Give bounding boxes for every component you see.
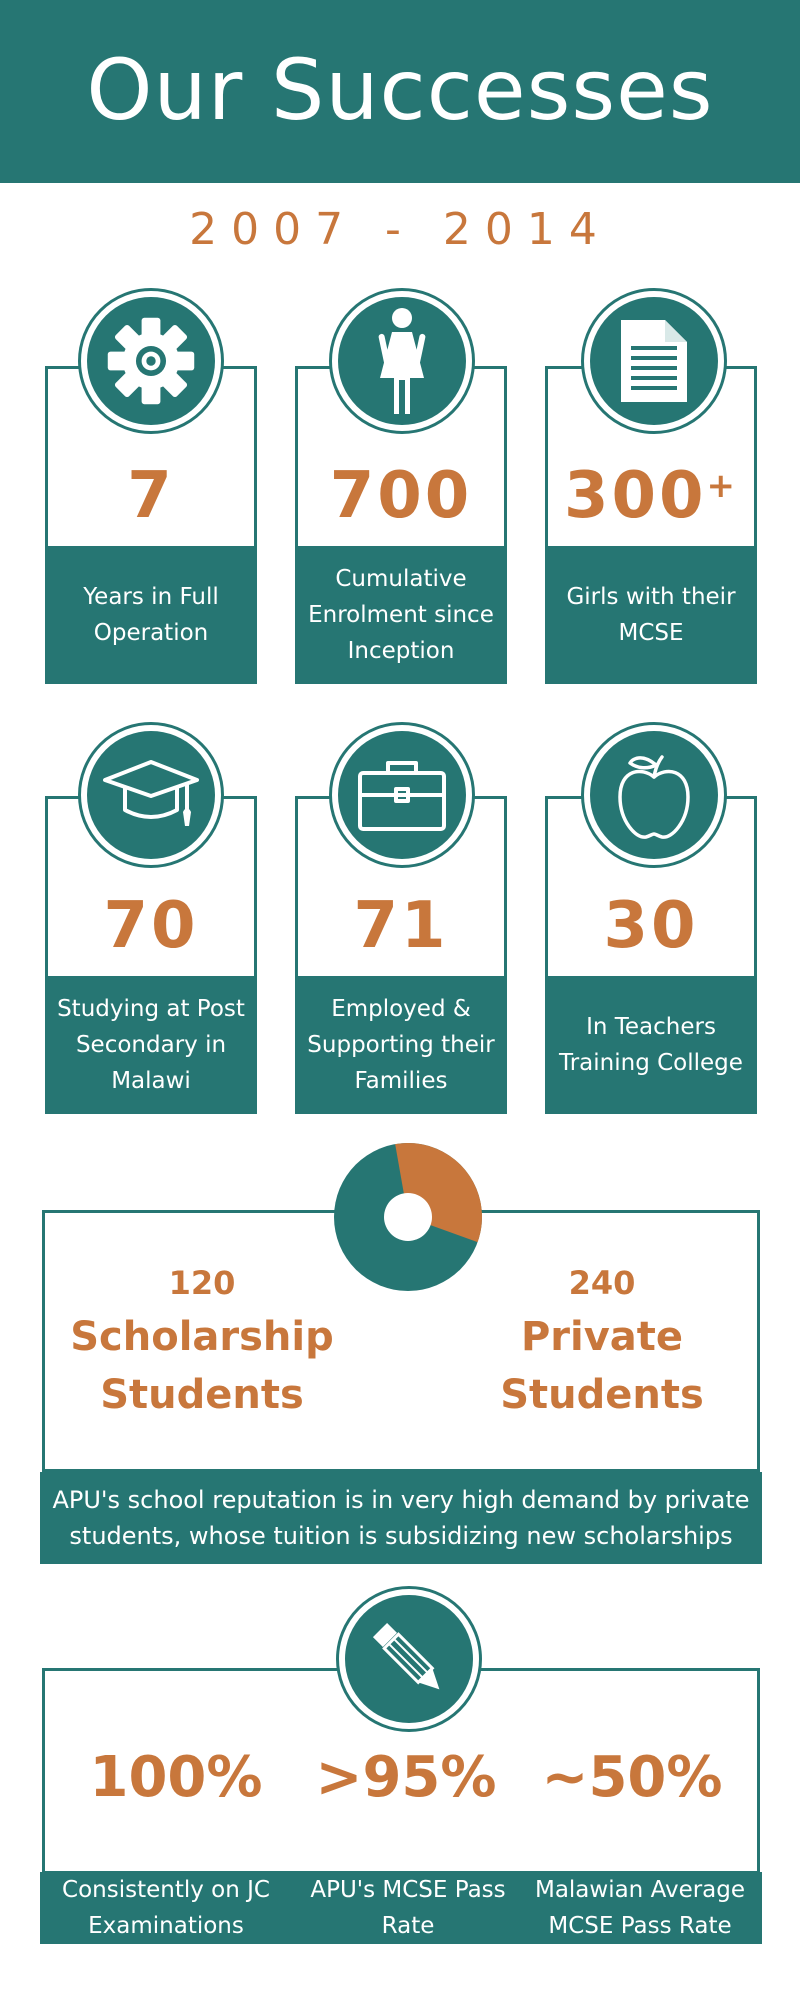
stat-value: 71 <box>353 889 449 963</box>
stat-value: 7 <box>127 459 175 533</box>
year-range: 2007 - 2014 <box>189 204 611 255</box>
student-ratio-pie <box>334 1143 482 1291</box>
jc-rate-label: Consistently on JC Examinations <box>62 1877 270 1939</box>
private-students <box>452 1258 752 1424</box>
reputation-note: APU's school reputation is in very high demand by private students, whose tuition is subsidizing new scholarships <box>40 1472 762 1564</box>
graduation-cap-icon-badge <box>78 722 224 868</box>
page-title: Our Successes <box>86 41 714 139</box>
jc-rate-value: 100% <box>89 1745 263 1810</box>
stat-label: Studying at Post Secondary in Malawi <box>45 976 257 1114</box>
private-count: 240 <box>568 1264 636 1302</box>
graduation-cap-icon <box>101 750 201 840</box>
document-icon-badge <box>581 288 727 434</box>
pencil-icon <box>364 1614 454 1704</box>
stat-value: 700 <box>329 459 473 533</box>
stat-label: Years in Full Operation <box>45 546 257 684</box>
stat-value: 300+ <box>563 459 739 533</box>
scholarship-count: 120 <box>168 1264 236 1302</box>
briefcase-icon-badge <box>329 722 475 868</box>
stat-label: Girls with their MCSE <box>545 546 757 684</box>
apu-rate-value: >95% <box>315 1745 497 1810</box>
stat-label: In Teachers Training College <box>545 976 757 1114</box>
pie-hole <box>384 1193 432 1241</box>
apple-icon <box>612 747 696 843</box>
malawi-rate-value: ~50% <box>541 1745 723 1810</box>
apu-rate-label: APU's MCSE Pass Rate <box>310 1877 506 1939</box>
stat-value: 70 <box>103 889 199 963</box>
scholarship-line2: Students <box>100 1372 304 1418</box>
stat-label: Employed & Supporting their Families <box>295 976 507 1114</box>
briefcase-icon <box>354 755 450 835</box>
stat-label: Cumulative Enrolment since Inception <box>295 546 507 684</box>
malawi-rate-label: Malawian Average MCSE Pass Rate <box>534 1877 746 1939</box>
pencil-icon-badge <box>336 1586 482 1732</box>
gear-icon-badge <box>78 288 224 434</box>
scholarship-students <box>52 1258 352 1424</box>
scholarship-line1: Scholarship <box>70 1314 334 1360</box>
private-line2: Students <box>500 1372 704 1418</box>
document-icon <box>617 316 691 406</box>
female-student-icon <box>372 306 432 416</box>
header-banner <box>0 0 800 183</box>
stat-value: 30 <box>603 889 699 963</box>
private-line1: Private <box>520 1314 684 1360</box>
apple-icon-badge <box>581 722 727 868</box>
female-student-icon-badge <box>329 288 475 434</box>
gear-icon <box>104 314 198 408</box>
